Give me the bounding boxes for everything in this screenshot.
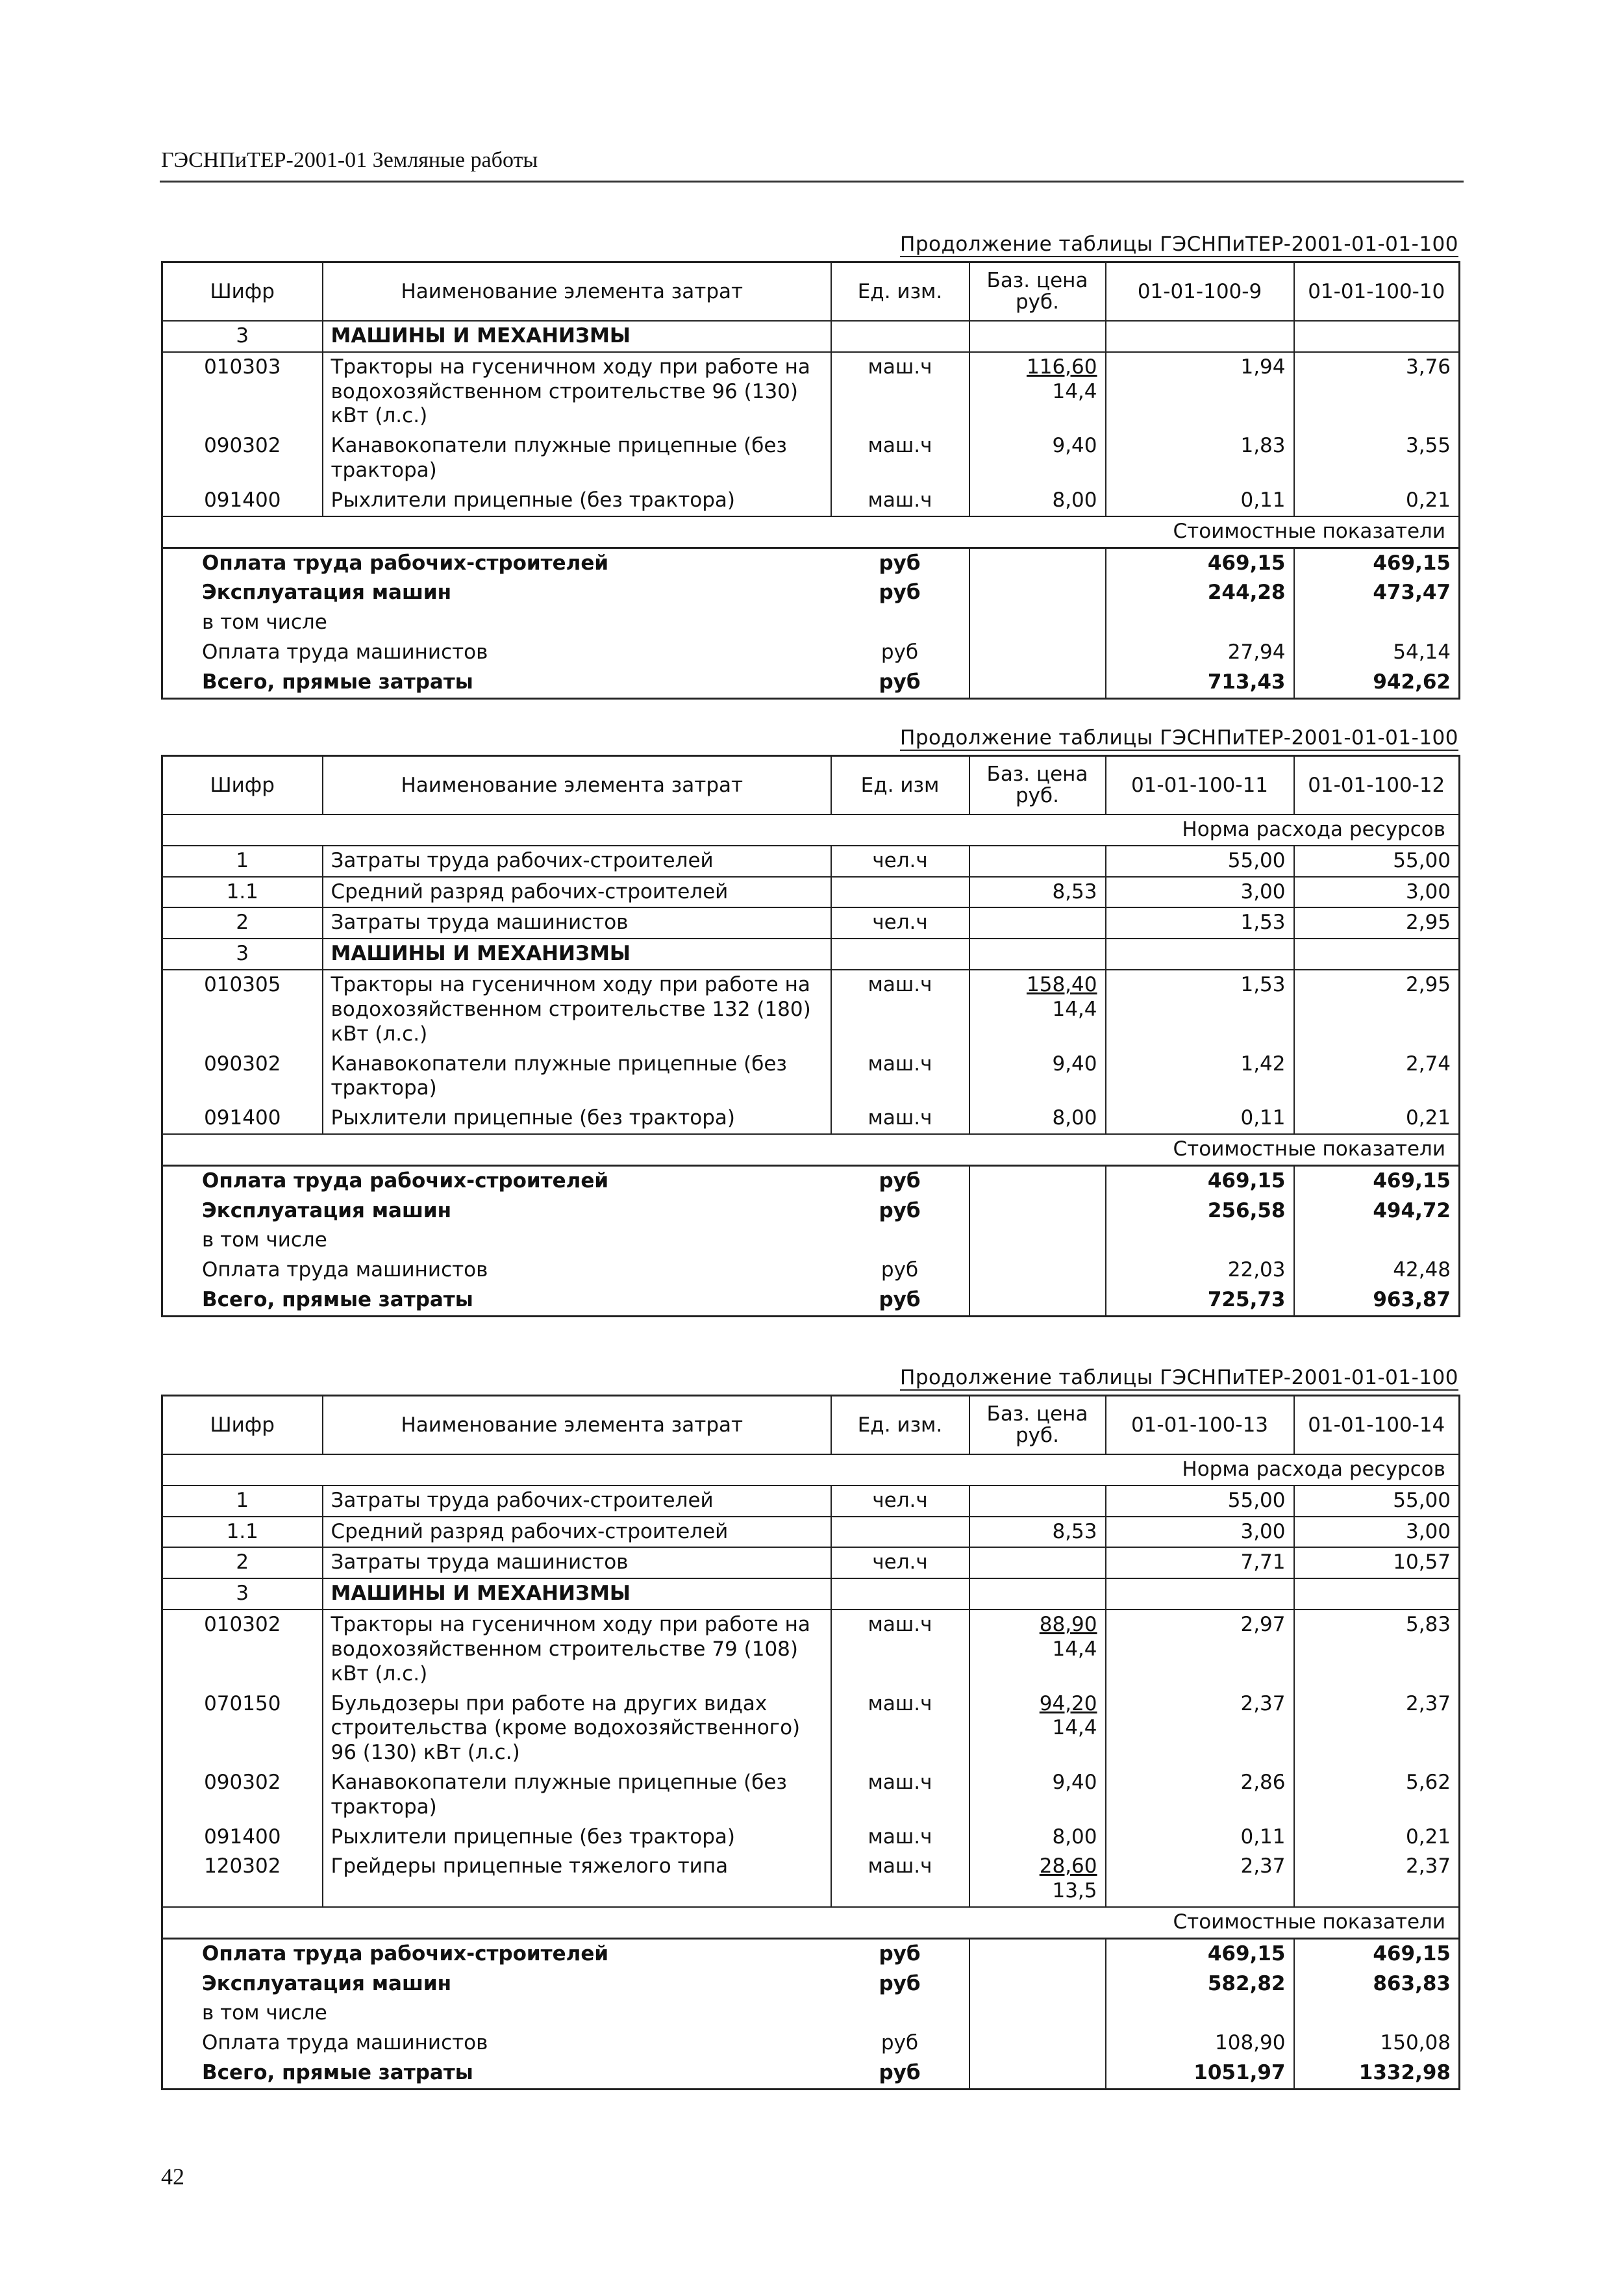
row-value-a: 1,53 bbox=[1106, 970, 1294, 1049]
row-name: МАШИНЫ И МЕХАНИЗМЫ bbox=[323, 321, 831, 352]
total-value-b: 54,14 bbox=[1294, 638, 1460, 668]
total-value-a: 469,15 bbox=[1106, 1938, 1294, 1969]
table-row bbox=[162, 907, 1460, 939]
cost-table bbox=[161, 1395, 1460, 2090]
row-price bbox=[969, 907, 1106, 939]
row-unit: чел.ч bbox=[831, 907, 969, 939]
total-row bbox=[162, 608, 1460, 638]
row-code: 3 bbox=[162, 321, 323, 352]
row-unit: маш.ч bbox=[831, 970, 969, 1049]
total-row bbox=[162, 638, 1460, 668]
row-unit: маш.ч bbox=[831, 1050, 969, 1104]
total-price-empty bbox=[969, 1285, 1106, 1316]
header-price: Баз. цена руб. bbox=[969, 756, 1106, 815]
row-code: 010302 bbox=[162, 1610, 323, 1689]
header-rule bbox=[160, 181, 1464, 183]
table-row bbox=[162, 846, 1460, 877]
total-value-b: 469,15 bbox=[1294, 548, 1460, 578]
row-unit: чел.ч bbox=[831, 1547, 969, 1578]
total-row bbox=[162, 2028, 1460, 2058]
table-row bbox=[162, 1852, 1460, 1907]
header-col-b: 01-01-100-14 bbox=[1294, 1396, 1460, 1455]
row-unit: чел.ч bbox=[831, 1485, 969, 1517]
total-label: Оплата труда машинистов bbox=[202, 640, 488, 664]
price-value: 88,90 bbox=[1039, 1613, 1097, 1637]
row-value-a: 1,42 bbox=[1106, 1050, 1294, 1104]
row-price bbox=[969, 1689, 1106, 1768]
row-code: 3 bbox=[162, 1578, 323, 1610]
section-cost-label: Стоимостные показатели bbox=[162, 1134, 1460, 1165]
section-row-cost bbox=[162, 1134, 1460, 1165]
total-row bbox=[162, 1969, 1460, 1999]
total-value-b: 469,15 bbox=[1294, 1938, 1460, 1969]
table-row bbox=[162, 1547, 1460, 1578]
row-name: Средний разряд рабочих-строителей bbox=[323, 1517, 831, 1548]
total-unit: руб bbox=[831, 1165, 969, 1196]
row-unit bbox=[831, 1517, 969, 1548]
total-value-a: 256,58 bbox=[1106, 1196, 1294, 1226]
row-code: 091400 bbox=[204, 1106, 281, 1130]
row-name: МАШИНЫ И МЕХАНИЗМЫ bbox=[323, 1578, 831, 1610]
total-row bbox=[162, 548, 1460, 578]
header-code: Шифр bbox=[162, 756, 323, 815]
caption-text: Продолжение таблицы ГЭСНПиТЕР-2001-01-01-100 bbox=[900, 1366, 1458, 1389]
total-label: Оплата труда машинистов bbox=[202, 2031, 488, 2055]
total-label: Оплата труда машинистов bbox=[202, 1258, 488, 1282]
table-row bbox=[162, 877, 1460, 908]
section-norm-label: Норма расхода ресурсов bbox=[162, 1454, 1460, 1485]
total-price-empty bbox=[969, 638, 1106, 668]
price-value: 8,00 bbox=[1052, 488, 1097, 512]
total-label: Всего, прямые затраты bbox=[202, 1288, 473, 1311]
row-code: 090302 bbox=[204, 434, 281, 458]
row-price bbox=[969, 1852, 1106, 1907]
row-value-b: 5,62 bbox=[1294, 1768, 1460, 1823]
price-value: 8,00 bbox=[1052, 1825, 1097, 1849]
row-value-a: 2,97 bbox=[1106, 1610, 1294, 1689]
total-unit bbox=[831, 608, 969, 638]
total-unit: руб bbox=[879, 670, 921, 694]
row-price bbox=[969, 1578, 1106, 1610]
row-value-b: 2,95 bbox=[1294, 970, 1460, 1049]
row-name: Затраты труда машинистов bbox=[323, 1547, 831, 1578]
row-price bbox=[969, 939, 1106, 970]
row-name: Грейдеры прицепные тяжелого типа bbox=[323, 1852, 831, 1907]
total-row bbox=[162, 668, 1460, 698]
row-unit: маш.ч bbox=[831, 1768, 969, 1823]
row-value-a: 55,00 bbox=[1106, 846, 1294, 877]
total-value-b: 473,47 bbox=[1294, 578, 1460, 608]
price-value: 9,40 bbox=[1052, 1770, 1097, 1794]
row-unit: маш.ч bbox=[831, 1852, 969, 1907]
header-unit: Ед. изм bbox=[831, 756, 969, 815]
total-unit bbox=[831, 1226, 969, 1256]
row-name: Рыхлители прицепные (без трактора) bbox=[323, 1104, 831, 1134]
row-value-b: 2,74 bbox=[1294, 1050, 1460, 1104]
price-factor: 14,4 bbox=[1052, 379, 1097, 403]
total-value-a: 713,43 bbox=[1106, 668, 1294, 698]
price-value: 158,40 bbox=[1027, 973, 1097, 997]
total-label: в том числе bbox=[202, 1228, 327, 1252]
total-value-a bbox=[1106, 608, 1294, 638]
row-price bbox=[969, 846, 1106, 877]
total-price-empty bbox=[969, 1256, 1106, 1285]
table-caption bbox=[161, 233, 1458, 256]
price-value: 94,20 bbox=[1039, 1691, 1097, 1715]
section-cost-label: Стоимостные показатели bbox=[162, 516, 1460, 548]
row-value-a: 1,83 bbox=[1106, 431, 1294, 486]
total-unit: руб bbox=[881, 1258, 919, 1282]
row-value-b: 3,76 bbox=[1294, 352, 1460, 431]
row-value-a: 1,94 bbox=[1106, 352, 1294, 431]
row-code: 3 bbox=[162, 939, 323, 970]
total-value-a bbox=[1106, 1999, 1294, 2028]
price-value: 8,00 bbox=[1052, 1106, 1097, 1130]
row-unit: маш.ч bbox=[831, 352, 969, 431]
total-price-empty bbox=[969, 1196, 1106, 1226]
table-row bbox=[162, 939, 1460, 970]
row-value-a: 3,00 bbox=[1106, 877, 1294, 908]
total-value-b: 494,72 bbox=[1294, 1196, 1460, 1226]
row-value-a: 2,37 bbox=[1106, 1852, 1294, 1907]
row-unit bbox=[831, 1578, 969, 1610]
total-value-b: 150,08 bbox=[1294, 2028, 1460, 2058]
table-row bbox=[162, 1485, 1460, 1517]
row-value-a: 0,11 bbox=[1106, 486, 1294, 516]
row-code: 2 bbox=[162, 907, 323, 939]
row-price bbox=[969, 352, 1106, 431]
table-row bbox=[162, 321, 1460, 352]
row-name: Затраты труда машинистов bbox=[323, 907, 831, 939]
header-price: Баз. цена руб. bbox=[969, 1396, 1106, 1455]
caption-text: Продолжение таблицы ГЭСНПиТЕР-2001-01-01-100 bbox=[900, 726, 1458, 750]
price-value: 28,60 bbox=[1039, 1854, 1097, 1878]
header-name: Наименование элемента затрат bbox=[323, 1396, 831, 1455]
header-col-a: 01-01-100-9 bbox=[1106, 262, 1294, 322]
total-label: в том числе bbox=[202, 2001, 327, 2025]
row-code: 1 bbox=[162, 1485, 323, 1517]
price-value: 9,40 bbox=[1052, 434, 1097, 458]
price-factor: 14,4 bbox=[1052, 997, 1097, 1021]
total-value-a: 244,28 bbox=[1106, 578, 1294, 608]
total-value-a: 108,90 bbox=[1106, 2028, 1294, 2058]
price-value: 8,53 bbox=[1052, 1519, 1097, 1543]
row-code: 091400 bbox=[204, 488, 281, 512]
total-unit: руб bbox=[831, 548, 969, 578]
row-name: Тракторы на гусеничном ходу при работе на водохозяйственном строительстве 132 (180) кВт (л.с.) bbox=[323, 970, 831, 1049]
price-value: 8,53 bbox=[1052, 879, 1097, 903]
row-unit: маш.ч bbox=[831, 486, 969, 516]
table-row bbox=[162, 1578, 1460, 1610]
total-value-a: 582,82 bbox=[1106, 1969, 1294, 1999]
cost-table bbox=[161, 755, 1460, 1317]
total-row bbox=[162, 1285, 1460, 1316]
cost-table bbox=[161, 261, 1460, 700]
row-code: 091400 bbox=[204, 1825, 281, 1849]
row-code: 120302 bbox=[204, 1854, 281, 1878]
row-name: Рыхлители прицепные (без трактора) bbox=[323, 1823, 831, 1852]
row-name: Тракторы на гусеничном ходу при работе на водохозяйственном строительстве 79 (108) кВт (л.с.) bbox=[323, 1610, 831, 1689]
row-unit: маш.ч bbox=[831, 1823, 969, 1852]
header-code: Шифр bbox=[162, 262, 323, 322]
total-row bbox=[162, 578, 1460, 608]
total-unit: руб bbox=[881, 640, 919, 664]
total-price-empty bbox=[969, 1969, 1106, 1999]
total-value-b bbox=[1294, 1999, 1460, 2028]
row-value-b: 2,95 bbox=[1294, 907, 1460, 939]
row-unit: маш.ч bbox=[831, 431, 969, 486]
row-code: 010303 bbox=[162, 352, 323, 431]
table-caption bbox=[161, 726, 1458, 750]
header-name: Наименование элемента затрат bbox=[323, 756, 831, 815]
row-unit bbox=[831, 877, 969, 908]
table-caption bbox=[161, 1366, 1458, 1389]
row-name: МАШИНЫ И МЕХАНИЗМЫ bbox=[323, 939, 831, 970]
row-value-b: 55,00 bbox=[1294, 1485, 1460, 1517]
row-value-b: 0,21 bbox=[1294, 1104, 1460, 1134]
row-value-a: 55,00 bbox=[1106, 1485, 1294, 1517]
row-value-a: 0,11 bbox=[1106, 1104, 1294, 1134]
table-row bbox=[162, 1768, 1460, 1823]
total-label: Оплата труда рабочих-строителей bbox=[162, 1165, 831, 1196]
total-value-b bbox=[1294, 1226, 1460, 1256]
row-name: Канавокопатели плужные прицепные (без трактора) bbox=[323, 1768, 831, 1823]
row-value-b: 0,21 bbox=[1294, 486, 1460, 516]
row-value-b: 5,83 bbox=[1294, 1610, 1460, 1689]
row-price bbox=[969, 877, 1106, 908]
row-unit: маш.ч bbox=[831, 1689, 969, 1768]
row-name: Средний разряд рабочих-строителей bbox=[323, 877, 831, 908]
page-number: 42 bbox=[161, 2164, 184, 2190]
section-norm-label: Норма расхода ресурсов bbox=[162, 815, 1460, 846]
total-value-b bbox=[1294, 608, 1460, 638]
total-price-empty bbox=[969, 1938, 1106, 1969]
total-price-empty bbox=[969, 1999, 1106, 2028]
total-value-a bbox=[1106, 1226, 1294, 1256]
row-value-b: 10,57 bbox=[1294, 1547, 1460, 1578]
total-unit: руб bbox=[879, 581, 921, 605]
table-row bbox=[162, 1104, 1460, 1134]
row-price bbox=[969, 1485, 1106, 1517]
total-label: Эксплуатация машин bbox=[202, 1198, 452, 1222]
caption-text: Продолжение таблицы ГЭСНПиТЕР-2001-01-01-100 bbox=[900, 233, 1458, 256]
total-price-empty bbox=[969, 1226, 1106, 1256]
row-price bbox=[969, 1610, 1106, 1689]
row-value-b: 55,00 bbox=[1294, 846, 1460, 877]
total-value-a: 469,15 bbox=[1106, 548, 1294, 578]
total-label: Всего, прямые затраты bbox=[202, 670, 473, 694]
total-label: в том числе bbox=[202, 611, 327, 635]
row-value-a: 7,71 bbox=[1106, 1547, 1294, 1578]
total-unit: руб bbox=[879, 2061, 921, 2085]
section-row-norm bbox=[162, 1454, 1460, 1485]
total-label: Оплата труда рабочих-строителей bbox=[162, 1938, 831, 1969]
row-name: Затраты труда рабочих-строителей bbox=[323, 846, 831, 877]
row-price bbox=[969, 1547, 1106, 1578]
header-col-a: 01-01-100-11 bbox=[1106, 756, 1294, 815]
total-value-b: 963,87 bbox=[1294, 1285, 1460, 1316]
row-code: 2 bbox=[162, 1547, 323, 1578]
row-name: Затраты труда рабочих-строителей bbox=[323, 1485, 831, 1517]
table-header-row bbox=[162, 756, 1460, 815]
row-value-b: 3,00 bbox=[1294, 877, 1460, 908]
row-value-a bbox=[1106, 939, 1294, 970]
row-price bbox=[969, 1104, 1106, 1134]
section-cost-label: Стоимостные показатели bbox=[162, 1907, 1460, 1938]
total-row bbox=[162, 1165, 1460, 1196]
row-code: 1.1 bbox=[162, 877, 323, 908]
total-row bbox=[162, 1999, 1460, 2028]
row-value-a: 1,53 bbox=[1106, 907, 1294, 939]
row-name: Рыхлители прицепные (без трактора) bbox=[323, 486, 831, 516]
table-row bbox=[162, 486, 1460, 516]
row-price bbox=[969, 970, 1106, 1049]
section-row-cost bbox=[162, 516, 1460, 548]
row-value-b: 3,55 bbox=[1294, 431, 1460, 486]
table-row bbox=[162, 1517, 1460, 1548]
total-value-a: 22,03 bbox=[1106, 1256, 1294, 1285]
row-code: 1 bbox=[162, 846, 323, 877]
row-code: 090302 bbox=[204, 1052, 281, 1076]
total-label: Эксплуатация машин bbox=[202, 581, 452, 605]
table-row bbox=[162, 1610, 1460, 1689]
row-code: 1.1 bbox=[162, 1517, 323, 1548]
total-value-b: 1332,98 bbox=[1294, 2058, 1460, 2089]
total-label: Оплата труда рабочих-строителей bbox=[162, 548, 831, 578]
total-unit: руб bbox=[879, 1288, 921, 1311]
row-code: 090302 bbox=[204, 1770, 281, 1794]
header-unit: Ед. изм. bbox=[831, 1396, 969, 1455]
section-row-norm bbox=[162, 815, 1460, 846]
header-name: Наименование элемента затрат bbox=[323, 262, 831, 322]
row-price bbox=[969, 321, 1106, 352]
row-value-b: 3,00 bbox=[1294, 1517, 1460, 1548]
table-header-row bbox=[162, 262, 1460, 322]
price-value: 9,40 bbox=[1052, 1052, 1097, 1076]
table-row bbox=[162, 352, 1460, 431]
row-name: Канавокопатели плужные прицепные (без трактора) bbox=[323, 1050, 831, 1104]
total-label: Всего, прямые затраты bbox=[202, 2061, 473, 2085]
page-header: ГЭСНПиТЕР-2001-01 Земляные работы bbox=[161, 148, 538, 172]
total-value-b: 863,83 bbox=[1294, 1969, 1460, 1999]
total-row bbox=[162, 1938, 1460, 1969]
row-name: Бульдозеры при работе на других видах строительства (кроме водохозяйственного) 96 (130) кВт (л.с.) bbox=[323, 1689, 831, 1768]
total-price-empty bbox=[969, 548, 1106, 578]
row-value-b: 2,37 bbox=[1294, 1689, 1460, 1768]
total-value-a: 1051,97 bbox=[1106, 2058, 1294, 2089]
row-value-b bbox=[1294, 939, 1460, 970]
total-price-empty bbox=[969, 668, 1106, 698]
total-row bbox=[162, 2058, 1460, 2089]
row-value-a bbox=[1106, 321, 1294, 352]
total-row bbox=[162, 1256, 1460, 1285]
total-price-empty bbox=[969, 2058, 1106, 2089]
header-col-b: 01-01-100-12 bbox=[1294, 756, 1460, 815]
row-value-a: 0,11 bbox=[1106, 1823, 1294, 1852]
row-price bbox=[969, 1823, 1106, 1852]
total-unit: руб bbox=[879, 1198, 921, 1222]
row-value-a: 2,86 bbox=[1106, 1768, 1294, 1823]
row-price bbox=[969, 1050, 1106, 1104]
total-value-b: 42,48 bbox=[1294, 1256, 1460, 1285]
row-value-b bbox=[1294, 321, 1460, 352]
total-price-empty bbox=[969, 1165, 1106, 1196]
table-header-row bbox=[162, 1396, 1460, 1455]
header-unit: Ед. изм. bbox=[831, 262, 969, 322]
total-unit: руб bbox=[881, 2031, 919, 2055]
row-price bbox=[969, 1517, 1106, 1548]
row-unit: маш.ч bbox=[831, 1104, 969, 1134]
header-code: Шифр bbox=[162, 1396, 323, 1455]
row-value-a bbox=[1106, 1578, 1294, 1610]
total-label: Эксплуатация машин bbox=[202, 1971, 452, 1995]
total-value-a: 27,94 bbox=[1106, 638, 1294, 668]
table-row bbox=[162, 1689, 1460, 1768]
table-row bbox=[162, 431, 1460, 486]
row-unit bbox=[831, 939, 969, 970]
price-value: 116,60 bbox=[1027, 355, 1097, 379]
row-name: Тракторы на гусеничном ходу при работе на водохозяйственном строительстве 96 (130) кВт (л.с.) bbox=[323, 352, 831, 431]
header-col-b: 01-01-100-10 bbox=[1294, 262, 1460, 322]
row-unit bbox=[831, 321, 969, 352]
total-unit: руб bbox=[831, 1938, 969, 1969]
row-price bbox=[969, 486, 1106, 516]
row-value-a: 3,00 bbox=[1106, 1517, 1294, 1548]
row-code: 070150 bbox=[204, 1691, 281, 1715]
table-row bbox=[162, 1050, 1460, 1104]
row-price bbox=[969, 1768, 1106, 1823]
row-name: Канавокопатели плужные прицепные (без трактора) bbox=[323, 431, 831, 486]
header-col-a: 01-01-100-13 bbox=[1106, 1396, 1294, 1455]
total-unit: руб bbox=[879, 1971, 921, 1995]
header-price: Баз. цена руб. bbox=[969, 262, 1106, 322]
row-value-a: 2,37 bbox=[1106, 1689, 1294, 1768]
price-factor: 13,5 bbox=[1052, 1879, 1097, 1903]
table-row bbox=[162, 970, 1460, 1049]
total-value-a: 469,15 bbox=[1106, 1165, 1294, 1196]
total-value-a: 725,73 bbox=[1106, 1285, 1294, 1316]
total-row bbox=[162, 1226, 1460, 1256]
table-row bbox=[162, 1823, 1460, 1852]
total-value-b: 469,15 bbox=[1294, 1165, 1460, 1196]
row-price bbox=[969, 431, 1106, 486]
total-row bbox=[162, 1196, 1460, 1226]
total-value-b: 942,62 bbox=[1294, 668, 1460, 698]
row-value-b bbox=[1294, 1578, 1460, 1610]
price-factor: 14,4 bbox=[1052, 1716, 1097, 1740]
section-row-cost bbox=[162, 1907, 1460, 1938]
total-price-empty bbox=[969, 2028, 1106, 2058]
row-code: 010305 bbox=[162, 970, 323, 1049]
row-unit: маш.ч bbox=[831, 1610, 969, 1689]
total-unit bbox=[831, 1999, 969, 2028]
row-value-b: 2,37 bbox=[1294, 1852, 1460, 1907]
total-price-empty bbox=[969, 608, 1106, 638]
total-price-empty bbox=[969, 578, 1106, 608]
price-factor: 14,4 bbox=[1052, 1637, 1097, 1661]
row-unit: чел.ч bbox=[831, 846, 969, 877]
row-value-b: 0,21 bbox=[1294, 1823, 1460, 1852]
